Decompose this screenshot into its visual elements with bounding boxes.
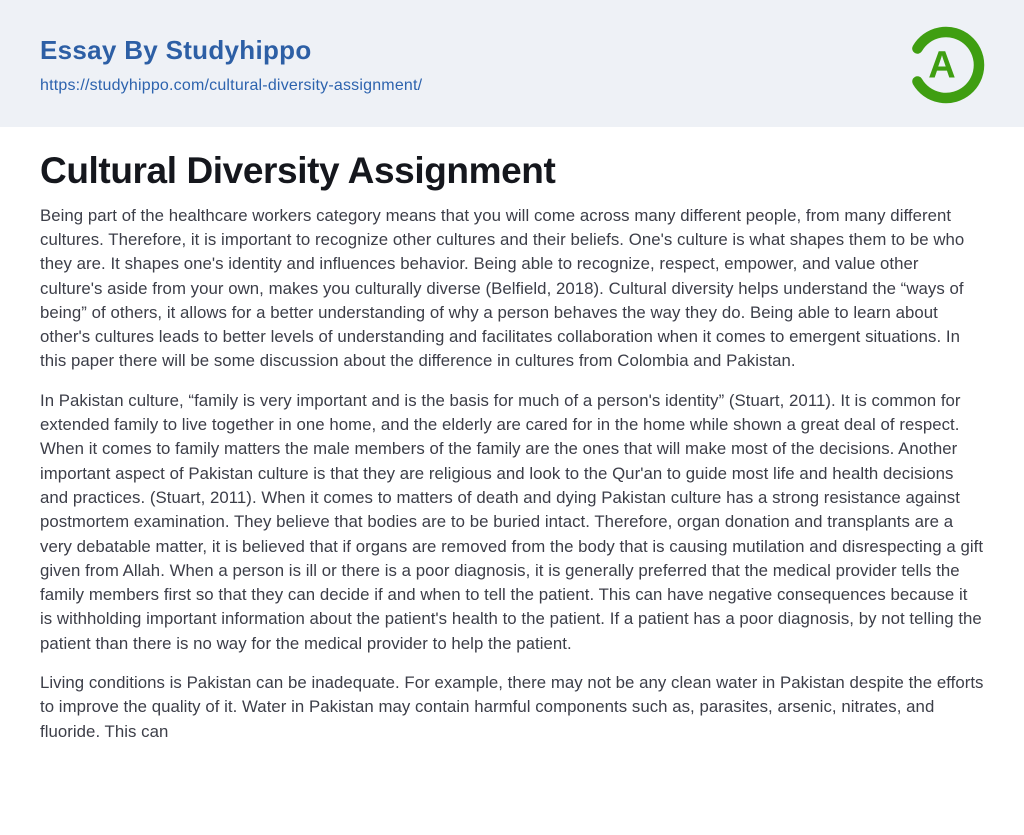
logo-letter: A [928,44,956,86]
header-text-block [40,32,422,95]
article-title: Cultural Diversity Assignment [40,150,556,191]
studyhippo-logo-icon [906,25,986,105]
page-header [0,0,1024,127]
essay-paragraph-1: Being part of the healthcare workers category means that you will come across many different people, from many different cultures. Therefore, it is important to recognize other cultures and their beliefs. One's culture is what shapes them to be who they are. It shapes one's identity and influences behavior. Being able to recognize, respect, empower, and value other culture's aside from your own, makes you culturally diverse (Belfield, 2018). Cultural diversity helps understand the “ways of being” of others, it allows for a better understanding of why a person behaves the way they do. Being able to learn about other's cultures leads to better levels of understanding and facilitates collaboration when it comes to emergent situations. In this paper there will be some discussion about the difference in cultures from Colombia and Pakistan. [40,205,965,371]
site-title: Essay By Studyhippo [40,35,312,66]
essay-paragraph-3: Living conditions is Pakistan can be inadequate. For example, there may not be any clean water in Pakistan despite the efforts to improve the quality of it. Water in Pakistan may contain harmful components such as, parasites, arsenic, nitrates, and fluoride. This can [40,673,984,741]
article-content [0,151,1024,744]
page-url-link[interactable]: https://studyhippo.com/cultural-diversity-assignment/ [40,76,423,94]
essay-paragraph-2: In Pakistan culture, “family is very important and is the basis for much of a person's identity” (Stuart, 2011). It is common for extended family to live together in one home, and the elderly are cared for in the home while shown a great deal of respect. When it comes to family matters the male members of the family are the ones that will make most of the decisions. Another important aspect of Pakistan culture is that they are religious and look to the Qur'an to guide most life and health decisions and practices. (Stuart, 2011). When it comes to matters of death and dying Pakistan culture has a strong resistance against postmortem examination. They believe that bodies are to be buried intact. Therefore, organ donation and transplants are a very debatable matter, it is believed that if organs are removed from the body that is causing mutilation and disrespecting a gift given from Allah. When a person is ill or there is a poor diagnosis, it is generally preferred that the medical provider tells the family members first so that they can decide if and when to tell the patient. This can have negative consequences because it is withholding important information about the patient's health to the patient. If a patient has a poor diagnosis, by not telling the patient than there is no way for the medical provider to help the patient. [40,390,984,653]
